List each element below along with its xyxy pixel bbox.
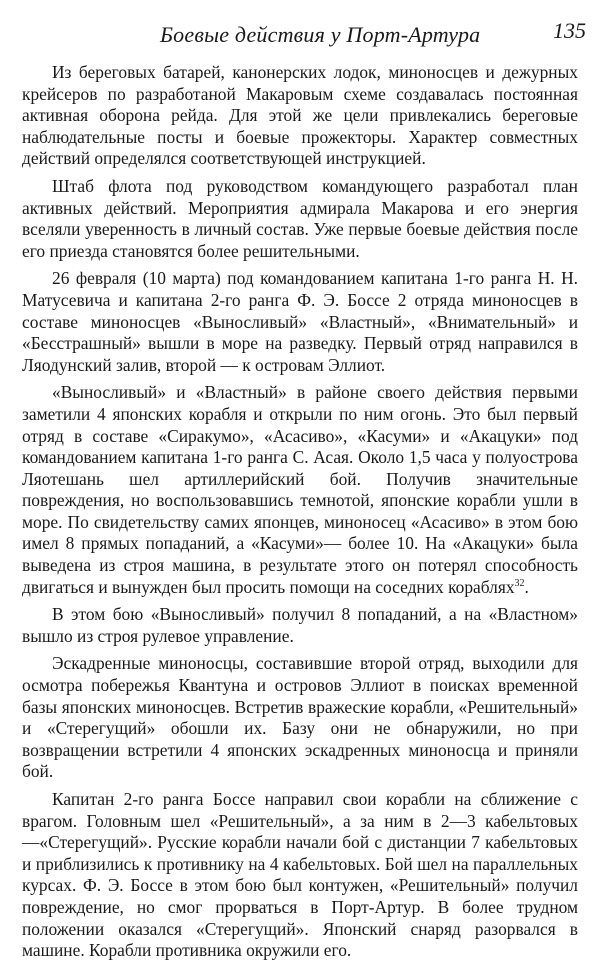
paragraph-4-text: «Выносливый» и «Властный» в районе своего действия первыми заметили 4 японских корабля и открыли по ним огонь. Это был первый отряд в составе «Сиракумо», «Асасиво», «Касуми» и «Акацуки» под командованием капитана 1-го ранга С. Асая. Около 1,5 часа у полуострова Ляотешань шел артиллерийский бой. Получив значительные повреждения, но воспользовавшись темнотой, японские корабли ушли в море. По свидетельству самих японцев, миноносец «Асасиво» в этом бою имел 8 прямых попаданий, а «Касуми»— более 10. На «Акацуки» была выведена из строя машина, в результате этого он потерял способность двигаться и вынужден был просить помощи на соседних кораблях <box>22 382 578 597</box>
paragraph-3: 26 февраля (10 марта) под командованием капитана 1-го ранга Н. Н. Матусевича и капитана 2-го ранга Ф. Э. Боссе 2 отряда миноносцев в составе миноносцев «Выносливый» «Властный», «Внимательный» и «Бесстрашный» вышли в море на разведку. Первый отряд направился в Ляодунский залив, второй — к островам Эллиот. <box>22 268 578 375</box>
paragraph-4-tail: . <box>524 576 529 597</box>
paragraph-2: Штаб флота под руководством командующего разработал план активных действий. Мероприятия адмирала Макарова и его энергия вселяли уверенность в личный состав. Уже первые боевые действия после его приезда становятся более решительными. <box>22 175 578 261</box>
paragraph-6: Эскадренные миноносцы, составившие второй отряд, выходили для осмотра побережья Квантуна и островов Эллиот в поисках временной базы японских миноносцев. Встретив вражеские корабли, «Решительный» и «Стерегущий» обошли их. Базу они не обнаружили, но при возвращении встретили 4 японских эскадренных миноносца и приняли бой. <box>22 653 578 782</box>
paragraph-7: Капитан 2-го ранга Боссе направил свои корабли на сближение с врагом. Головным шел «Решительный», а за ним в 2—3 кабельтовых —«Стерегущий». Русские корабли начали бой с дистанции 7 кабельтовых и приблизились к противнику на 4 кабельтовых. Бой шел на параллельных курсах. Ф. Э. Боссе в этом бою был контужен, «Решительный» получил повреждение, но смог прорваться в Порт-Артур. В более трудном положении оказался «Стерегущий». Японский снаряд разорвался в машине. Корабли противника окружили его. <box>22 789 578 961</box>
page-number: 135 <box>553 18 586 43</box>
paragraph-1: Из береговых батарей, канонерских лодок, миноносцев и дежурных крейсеров по разработаной Макаровым схеме создавалась постоянная активная оборона рейда. Для этой же цели привлекались береговые наблюдательные посты и боевые прожекторы. Характер совместных действий определялся соответствующей инструкцией. <box>22 62 578 169</box>
running-title: Боевые действия у Порт-Артура <box>160 22 481 47</box>
paragraph-5: В этом бою «Выносливый» получил 8 попаданий, а на «Властном» вышло из строя рулевое управление. <box>22 604 578 646</box>
running-header <box>0 14 600 48</box>
body-text <box>22 62 578 962</box>
paragraph-4 <box>22 382 578 598</box>
footnote-marker: 32 <box>514 577 525 589</box>
